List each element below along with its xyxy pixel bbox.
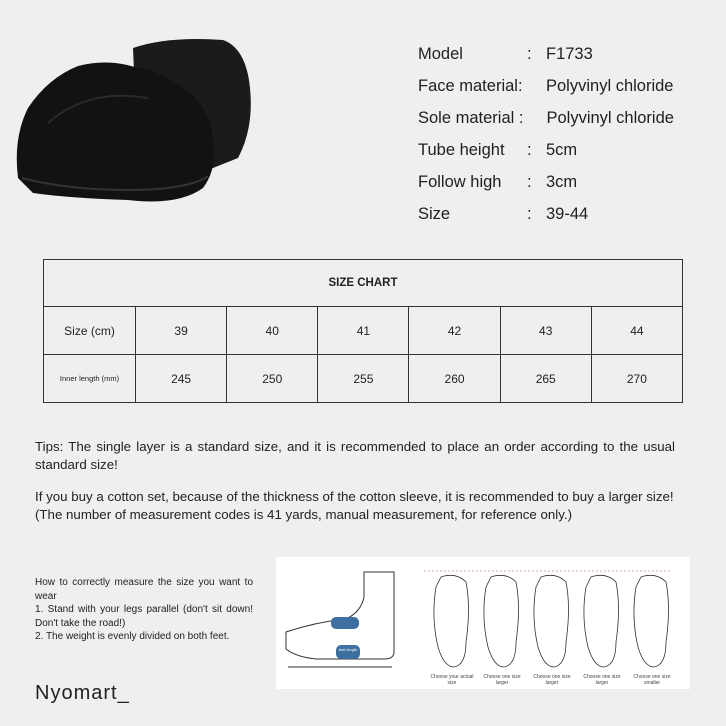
caption-actual-size: Choose your actual size bbox=[430, 674, 474, 686]
spec-value: F1733 bbox=[546, 44, 593, 63]
spec-label: Model bbox=[418, 44, 463, 63]
row-label: Size (cm) bbox=[44, 307, 136, 355]
spec-label: Face material: bbox=[418, 76, 523, 95]
length-cell: 260 bbox=[409, 355, 500, 403]
spec-tube-height bbox=[418, 134, 718, 166]
length-cell: 265 bbox=[500, 355, 591, 403]
caption-one-smaller: Choose one size smaller bbox=[633, 674, 671, 686]
feet-length-label: feet length bbox=[338, 647, 358, 652]
size-cell: 40 bbox=[227, 307, 318, 355]
spec-value: 5cm bbox=[546, 140, 578, 159]
spec-value: Polyvinyl chloride bbox=[546, 76, 674, 95]
foot-measure-guide bbox=[276, 557, 690, 689]
spec-value: 3cm bbox=[546, 172, 578, 191]
brand-name: Nyomart_ bbox=[35, 682, 130, 704]
caption-one-larger: Choose one size larger bbox=[483, 674, 521, 686]
measure-step-2: 2. The weight is evenly divided on both feet. bbox=[35, 631, 230, 642]
size-cell: 39 bbox=[136, 307, 227, 355]
spec-size bbox=[418, 198, 718, 230]
tip-standard-size: Tips: The single layer is a standard size, and it is recommended to place an order according to the usual standard size! bbox=[35, 439, 675, 472]
size-chart-title: SIZE CHART bbox=[44, 260, 683, 307]
spec-label: Size bbox=[418, 204, 451, 223]
spec-colon: : bbox=[527, 172, 532, 191]
shoe-image bbox=[8, 28, 258, 208]
spec-label: Tube height bbox=[418, 140, 505, 159]
caption-one-larger: Choose one size larger bbox=[583, 674, 621, 686]
spec-colon: : bbox=[527, 44, 532, 63]
spec-face-material bbox=[418, 70, 718, 102]
measure-instructions bbox=[35, 576, 253, 644]
spec-colon: : bbox=[527, 140, 532, 159]
row-label: Inner length (mm) bbox=[44, 355, 136, 403]
spec-follow-high bbox=[418, 166, 718, 198]
measure-intro: How to correctly measure the size you want to wear bbox=[35, 577, 253, 602]
spec-label: Follow high bbox=[418, 172, 502, 191]
table-row bbox=[44, 355, 683, 403]
foot-illustration bbox=[276, 557, 690, 689]
spec-value: Polyvinyl chloride bbox=[546, 108, 674, 127]
length-cell: 270 bbox=[591, 355, 682, 403]
tip-measurement-note: (The number of measurement codes is 41 yards, manual measurement, for reference only.) bbox=[35, 506, 573, 522]
length-cell: 245 bbox=[136, 355, 227, 403]
size-cell: 43 bbox=[500, 307, 591, 355]
tips-section bbox=[35, 438, 675, 523]
length-cell: 255 bbox=[318, 355, 409, 403]
spec-sole-material bbox=[418, 102, 718, 134]
spec-value: 39-44 bbox=[546, 204, 589, 223]
spec-colon: : bbox=[527, 204, 532, 223]
caption-one-larger: Choose one size larger bbox=[533, 674, 571, 686]
spec-model bbox=[418, 38, 718, 70]
table-row bbox=[44, 307, 683, 355]
length-cell: 250 bbox=[227, 355, 318, 403]
spec-list bbox=[418, 38, 718, 230]
size-cell: 44 bbox=[591, 307, 682, 355]
size-cell: 42 bbox=[409, 307, 500, 355]
size-cell: 41 bbox=[318, 307, 409, 355]
tip-cotton-set: If you buy a cotton set, because of the thickness of the cotton sleeve, it is recommended to buy a larger size! bbox=[35, 489, 674, 504]
measure-step-1: 1. Stand with your legs parallel (don't sit down! Don't take the road!) bbox=[35, 604, 253, 629]
size-chart-table bbox=[43, 259, 683, 403]
spec-label: Sole material : bbox=[418, 108, 524, 127]
